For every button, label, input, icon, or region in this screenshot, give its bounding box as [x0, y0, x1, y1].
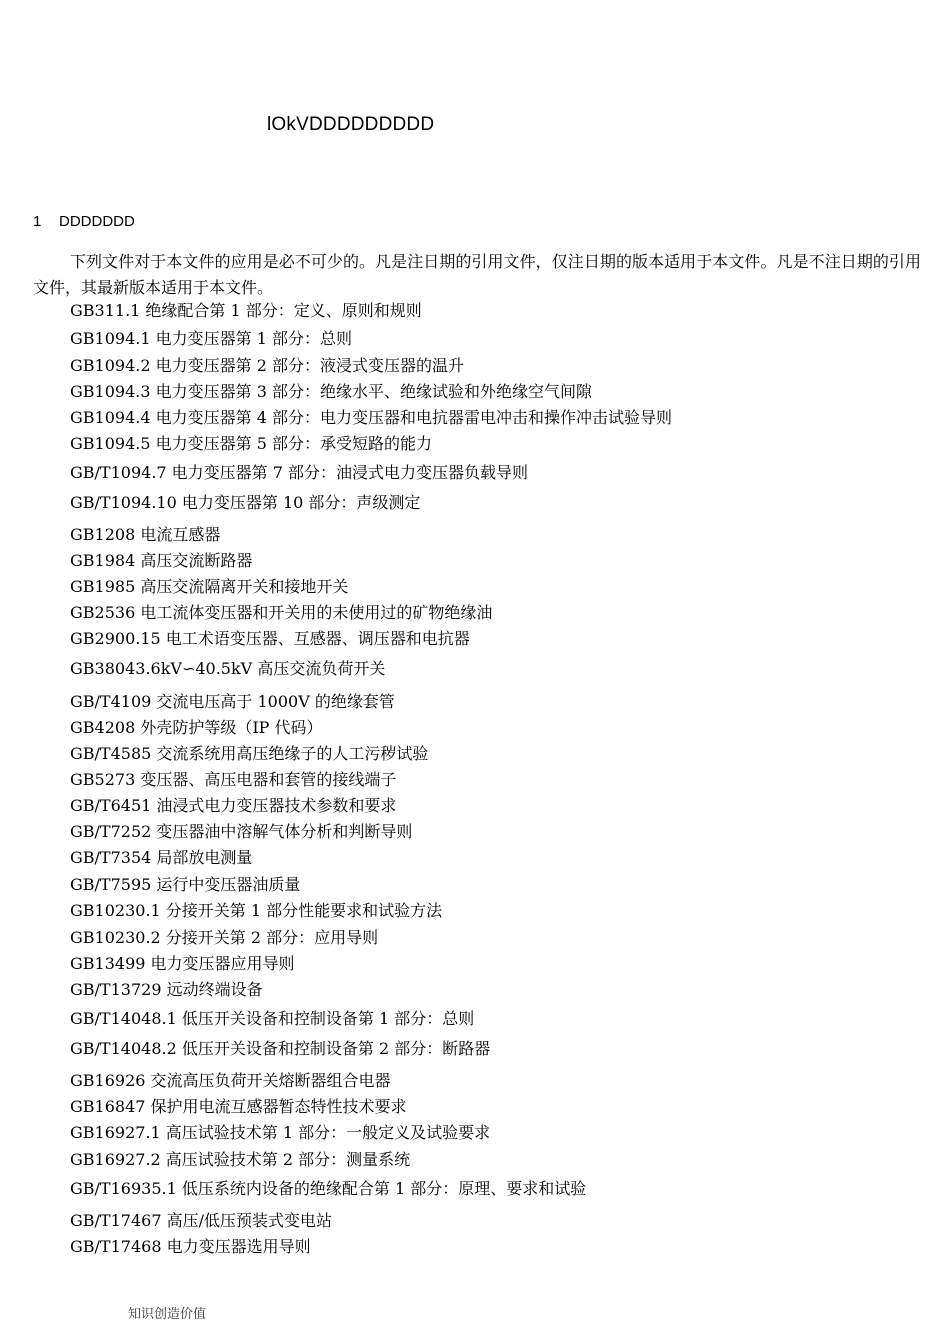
- reference-item: GB1984 高压交流断路器: [70, 551, 253, 570]
- reference-item: GB1094.1 电力变压器第 1 部分：总则: [70, 329, 352, 348]
- reference-item: GB/T14048.2 低压开关设备和控制设备第 2 部分：断路器: [70, 1039, 491, 1058]
- reference-item: GB10230.1 分接开关第 1 部分性能要求和试验方法: [70, 901, 443, 920]
- reference-item: GB38043.6kV∽40.5kV 高压交流负荷开关: [70, 659, 386, 678]
- intro-paragraph: 下列文件对于本文件的应用是必不可少的。凡是注日期的引用文件，仅注日期的版本适用于本文件。凡是不注日期的引用文件，其最新版本适用于本文件。: [33, 252, 921, 297]
- reference-item: GB/T1094.10 电力变压器第 10 部分：声级测定: [70, 493, 421, 512]
- reference-item: GB10230.2 分接开关第 2 部分：应用导则: [70, 928, 379, 947]
- reference-item: GB1094.5 电力变压器第 5 部分：承受短路的能力: [70, 434, 432, 453]
- reference-item: GB/T13729 远动终端设备: [70, 980, 263, 999]
- reference-item: GB/T6451 油浸式电力变压器技术参数和要求: [70, 796, 397, 815]
- reference-item: GB16847 保护用电流互感器暂态特性技术要求: [70, 1097, 407, 1116]
- reference-item: GB/T4109 交流电压高于 1000V 的绝缘套管: [70, 692, 395, 711]
- reference-item: GB/T1094.7 电力变压器第 7 部分：油浸式电力变压器负载导则: [70, 463, 529, 482]
- reference-item: GB/T17468 电力变压器选用导则: [70, 1237, 311, 1256]
- reference-item: GB/T16935.1 低压系统内设备的绝缘配合第 1 部分：原理、要求和试验: [70, 1179, 587, 1198]
- reference-item: GB2900.15 电工术语变压器、互感器、调压器和电抗器: [70, 629, 470, 648]
- reference-item: GB/T7252 变压器油中溶解气体分析和判断导则: [70, 822, 413, 841]
- reference-item: GB1094.4 电力变压器第 4 部分：电力变压器和电抗器雷电冲击和操作冲击试验导则: [70, 408, 672, 427]
- reference-item: GB/T4585 交流系统用高压绝缘子的人工污秽试验: [70, 744, 429, 763]
- reference-item: GB4208 外壳防护等级（IP 代码）: [70, 718, 323, 737]
- reference-item: GB1208 电流互感器: [70, 525, 221, 544]
- reference-item: GB1985 高压交流隔离开关和接地开关: [70, 577, 349, 596]
- section-title: DDDDDDD: [59, 213, 135, 230]
- reference-item: GB/T14048.1 低压开关设备和控制设备第 1 部分：总则: [70, 1009, 475, 1028]
- document-title: lOkVDDDDDDDDD: [267, 114, 435, 135]
- reference-item: GB311.1 绝缘配合第 1 部分：定义、原则和规则: [70, 301, 422, 320]
- reference-item: GB2536 电工流体变压器和开关用的未使用过的矿物绝缘油: [70, 603, 493, 622]
- reference-item: GB16926 交流高压负荷开关熔断器组合电器: [70, 1071, 391, 1090]
- section-heading: [33, 213, 135, 230]
- reference-item: GB13499 电力变压器应用导则: [70, 954, 295, 973]
- reference-item: GB1094.3 电力变压器第 3 部分：绝缘水平、绝缘试验和外绝缘空气间隙: [70, 382, 592, 401]
- reference-item: GB/T7354 局部放电测量: [70, 848, 253, 867]
- reference-item: GB16927.2 高压试验技术第 2 部分：测量系统: [70, 1150, 411, 1169]
- reference-item: GB16927.1 高压试验技术第 1 部分：一般定义及试验要求: [70, 1123, 491, 1142]
- reference-item: GB5273 变压器、高压电器和套管的接线端子: [70, 770, 397, 789]
- footer-note: 知识创造价值: [128, 1307, 207, 1322]
- reference-item: GB/T7595 运行中变压器油质量: [70, 875, 301, 894]
- section-number: 1: [33, 213, 42, 230]
- reference-item: GB/T17467 高压/低压预装式变电站: [70, 1211, 332, 1230]
- reference-item: GB1094.2 电力变压器第 2 部分：液浸式变压器的温升: [70, 356, 464, 375]
